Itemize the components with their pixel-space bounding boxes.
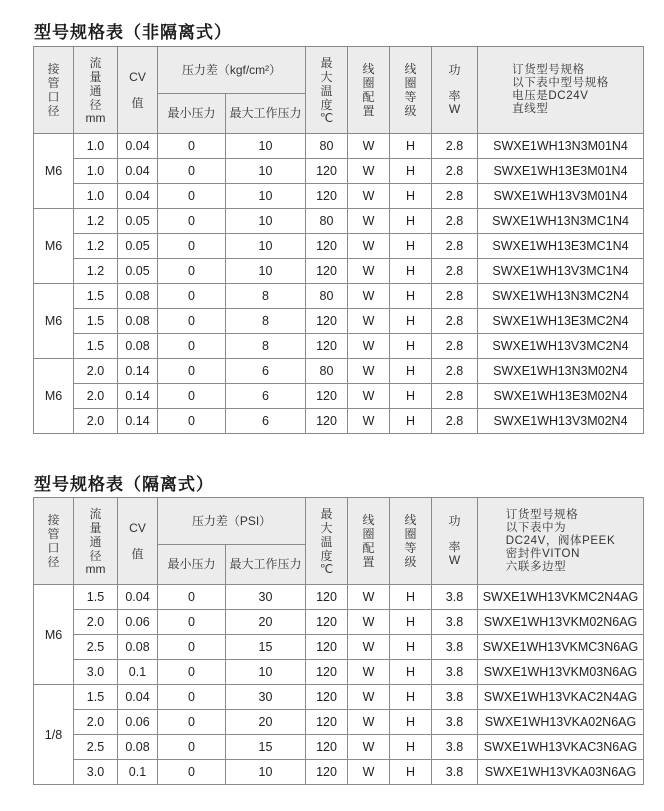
cv-cell: 0.08	[118, 635, 158, 660]
min-pressure-cell: 0	[158, 384, 226, 409]
cv-cell: 0.04	[118, 184, 158, 209]
coil-config-cell: W	[348, 635, 390, 660]
model-cell: SWXE1WH13VKAC3N6AG	[478, 735, 644, 760]
max-pressure-cell: 8	[226, 334, 306, 359]
power-cell: 3.8	[432, 660, 478, 685]
max-pressure-cell: 20	[226, 710, 306, 735]
model-cell: SWXE1WH13E3M01N4	[478, 159, 644, 184]
header-max-pressure: 最大工作压力	[226, 545, 306, 585]
model-cell: SWXE1WH13N3MC1N4	[478, 209, 644, 234]
cv-cell: 0.05	[118, 234, 158, 259]
max-pressure-cell: 20	[226, 610, 306, 635]
table-row	[34, 259, 644, 284]
table-row	[34, 134, 644, 159]
flow-cell: 2.0	[74, 384, 118, 409]
port-cell: M6	[34, 359, 74, 434]
cv-cell: 0.06	[118, 610, 158, 635]
coil-grade-cell: H	[390, 184, 432, 209]
model-cell: SWXE1WH13V3MC1N4	[478, 259, 644, 284]
power-cell: 3.8	[432, 585, 478, 610]
min-pressure-cell: 0	[158, 660, 226, 685]
flow-cell: 2.5	[74, 635, 118, 660]
max-pressure-cell: 15	[226, 635, 306, 660]
max-pressure-cell: 6	[226, 359, 306, 384]
coil-config-cell: W	[348, 585, 390, 610]
cv-cell: 0.14	[118, 359, 158, 384]
power-cell: 3.8	[432, 760, 478, 785]
header-cv: CV 值	[118, 47, 158, 134]
temp-cell: 120	[306, 309, 348, 334]
header-pressure-group: 压力差（kgf/cm²）	[158, 47, 306, 94]
coil-grade-cell: H	[390, 735, 432, 760]
coil-grade-cell: H	[390, 635, 432, 660]
coil-config-cell: W	[348, 284, 390, 309]
coil-config-cell: W	[348, 735, 390, 760]
flow-cell: 2.0	[74, 710, 118, 735]
flow-cell: 1.2	[74, 234, 118, 259]
header-order-note: 订货型号规格 以下表中型号规格 电压是DC24V 直线型	[478, 47, 644, 134]
coil-grade-cell: H	[390, 284, 432, 309]
header-power: 功 率 W	[432, 47, 478, 134]
cv-cell: 0.05	[118, 209, 158, 234]
table-row	[34, 635, 644, 660]
model-cell: SWXE1WH13VKAC2N4AG	[478, 685, 644, 710]
model-cell: SWXE1WH13VKMC2N4AG	[478, 585, 644, 610]
temp-cell: 80	[306, 359, 348, 384]
spec-table-isolated	[33, 497, 644, 785]
coil-grade-cell: H	[390, 359, 432, 384]
min-pressure-cell: 0	[158, 409, 226, 434]
coil-grade-cell: H	[390, 334, 432, 359]
table-row	[34, 384, 644, 409]
flow-cell: 1.2	[74, 209, 118, 234]
header-max-pressure: 最大工作压力	[226, 94, 306, 134]
power-cell: 2.8	[432, 234, 478, 259]
temp-cell: 120	[306, 334, 348, 359]
flow-cell: 1.2	[74, 259, 118, 284]
header-coil-grade: 线 圈 等 级	[390, 498, 432, 585]
cv-cell: 0.05	[118, 259, 158, 284]
table-row	[34, 735, 644, 760]
flow-cell: 2.0	[74, 359, 118, 384]
flow-cell: 3.0	[74, 760, 118, 785]
table-row	[34, 585, 644, 610]
port-cell: M6	[34, 134, 74, 209]
max-pressure-cell: 10	[226, 134, 306, 159]
power-cell: 2.8	[432, 259, 478, 284]
spec-table-non-isolated	[33, 46, 644, 434]
port-cell: 1/8	[34, 685, 74, 785]
port-cell: M6	[34, 585, 74, 685]
flow-cell: 1.0	[74, 134, 118, 159]
table-row	[34, 234, 644, 259]
temp-cell: 120	[306, 159, 348, 184]
max-pressure-cell: 10	[226, 209, 306, 234]
max-pressure-cell: 10	[226, 159, 306, 184]
coil-grade-cell: H	[390, 209, 432, 234]
max-pressure-cell: 6	[226, 409, 306, 434]
power-cell: 2.8	[432, 284, 478, 309]
temp-cell: 80	[306, 284, 348, 309]
table-row	[34, 359, 644, 384]
model-cell: SWXE1WH13VKM03N6AG	[478, 660, 644, 685]
temp-cell: 120	[306, 685, 348, 710]
model-cell: SWXE1WH13N3M02N4	[478, 359, 644, 384]
cv-cell: 0.08	[118, 334, 158, 359]
flow-cell: 1.0	[74, 159, 118, 184]
temp-cell: 120	[306, 384, 348, 409]
coil-config-cell: W	[348, 409, 390, 434]
power-cell: 3.8	[432, 610, 478, 635]
power-cell: 3.8	[432, 735, 478, 760]
model-cell: SWXE1WH13E3MC1N4	[478, 234, 644, 259]
header-flow: 流 量 通 径 mm	[74, 498, 118, 585]
table-row	[34, 409, 644, 434]
min-pressure-cell: 0	[158, 760, 226, 785]
max-pressure-cell: 10	[226, 660, 306, 685]
table-row	[34, 610, 644, 635]
coil-config-cell: W	[348, 259, 390, 284]
power-cell: 3.8	[432, 685, 478, 710]
table-row	[34, 660, 644, 685]
header-min-pressure: 最小压力	[158, 545, 226, 585]
temp-cell: 120	[306, 735, 348, 760]
power-cell: 2.8	[432, 409, 478, 434]
coil-config-cell: W	[348, 660, 390, 685]
header-port: 接 管 口 径	[34, 498, 74, 585]
coil-config-cell: W	[348, 159, 390, 184]
max-pressure-cell: 15	[226, 735, 306, 760]
max-pressure-cell: 10	[226, 259, 306, 284]
flow-cell: 2.0	[74, 409, 118, 434]
max-pressure-cell: 10	[226, 184, 306, 209]
max-pressure-cell: 10	[226, 760, 306, 785]
header-port: 接 管 口 径	[34, 47, 74, 134]
flow-cell: 1.5	[74, 309, 118, 334]
coil-grade-cell: H	[390, 134, 432, 159]
header-coil-grade: 线 圈 等 级	[390, 47, 432, 134]
min-pressure-cell: 0	[158, 710, 226, 735]
coil-config-cell: W	[348, 134, 390, 159]
model-cell: SWXE1WH13N3M01N4	[478, 134, 644, 159]
power-cell: 3.8	[432, 710, 478, 735]
max-pressure-cell: 8	[226, 284, 306, 309]
cv-cell: 0.08	[118, 284, 158, 309]
table-row	[34, 159, 644, 184]
power-cell: 2.8	[432, 184, 478, 209]
power-cell: 2.8	[432, 384, 478, 409]
coil-config-cell: W	[348, 234, 390, 259]
min-pressure-cell: 0	[158, 610, 226, 635]
model-cell: SWXE1WH13N3MC2N4	[478, 284, 644, 309]
header-min-pressure: 最小压力	[158, 94, 226, 134]
power-cell: 2.8	[432, 359, 478, 384]
coil-config-cell: W	[348, 710, 390, 735]
min-pressure-cell: 0	[158, 334, 226, 359]
coil-grade-cell: H	[390, 384, 432, 409]
coil-config-cell: W	[348, 760, 390, 785]
min-pressure-cell: 0	[158, 234, 226, 259]
table-row	[34, 685, 644, 710]
cv-cell: 0.06	[118, 710, 158, 735]
header-power: 功 率 W	[432, 498, 478, 585]
header-order-note: 订货型号规格 以下表中为 DC24V，阀体PEEK 密封件VITON 六联多边型	[478, 498, 644, 585]
temp-cell: 120	[306, 635, 348, 660]
coil-grade-cell: H	[390, 259, 432, 284]
header-flow: 流 量 通 径 mm	[74, 47, 118, 134]
temp-cell: 120	[306, 660, 348, 685]
max-pressure-cell: 10	[226, 234, 306, 259]
temp-cell: 120	[306, 710, 348, 735]
table-row	[34, 760, 644, 785]
model-cell: SWXE1WH13VKM02N6AG	[478, 610, 644, 635]
power-cell: 2.8	[432, 134, 478, 159]
cv-cell: 0.14	[118, 384, 158, 409]
model-cell: SWXE1WH13VKMC3N6AG	[478, 635, 644, 660]
min-pressure-cell: 0	[158, 159, 226, 184]
power-cell: 2.8	[432, 334, 478, 359]
table2-title: 型号规格表（隔离式）	[34, 475, 214, 495]
temp-cell: 120	[306, 610, 348, 635]
temp-cell: 120	[306, 184, 348, 209]
min-pressure-cell: 0	[158, 359, 226, 384]
header-pressure-group: 压力差（PSI）	[158, 498, 306, 545]
flow-cell: 1.5	[74, 585, 118, 610]
table1-title: 型号规格表（非隔离式）	[34, 23, 232, 43]
header-cv: CV 值	[118, 498, 158, 585]
header-coil-config: 线 圈 配 置	[348, 498, 390, 585]
coil-config-cell: W	[348, 184, 390, 209]
coil-config-cell: W	[348, 209, 390, 234]
min-pressure-cell: 0	[158, 635, 226, 660]
coil-config-cell: W	[348, 384, 390, 409]
max-pressure-cell: 30	[226, 585, 306, 610]
coil-config-cell: W	[348, 359, 390, 384]
temp-cell: 120	[306, 760, 348, 785]
port-cell: M6	[34, 209, 74, 284]
min-pressure-cell: 0	[158, 685, 226, 710]
power-cell: 2.8	[432, 309, 478, 334]
cv-cell: 0.04	[118, 159, 158, 184]
header-coil-config: 线 圈 配 置	[348, 47, 390, 134]
cv-cell: 0.04	[118, 134, 158, 159]
max-pressure-cell: 8	[226, 309, 306, 334]
coil-config-cell: W	[348, 610, 390, 635]
min-pressure-cell: 0	[158, 309, 226, 334]
coil-grade-cell: H	[390, 234, 432, 259]
flow-cell: 2.5	[74, 735, 118, 760]
cv-cell: 0.14	[118, 409, 158, 434]
coil-config-cell: W	[348, 334, 390, 359]
temp-cell: 120	[306, 259, 348, 284]
header-temp: 最 大 温 度 ℃	[306, 498, 348, 585]
coil-config-cell: W	[348, 309, 390, 334]
power-cell: 2.8	[432, 209, 478, 234]
min-pressure-cell: 0	[158, 134, 226, 159]
cv-cell: 0.04	[118, 685, 158, 710]
flow-cell: 1.5	[74, 284, 118, 309]
table-row	[34, 309, 644, 334]
coil-grade-cell: H	[390, 610, 432, 635]
cv-cell: 0.1	[118, 760, 158, 785]
coil-grade-cell: H	[390, 409, 432, 434]
model-cell: SWXE1WH13VKA03N6AG	[478, 760, 644, 785]
min-pressure-cell: 0	[158, 585, 226, 610]
coil-config-cell: W	[348, 685, 390, 710]
model-cell: SWXE1WH13V3M02N4	[478, 409, 644, 434]
temp-cell: 80	[306, 209, 348, 234]
flow-cell: 2.0	[74, 610, 118, 635]
flow-cell: 1.5	[74, 685, 118, 710]
cv-cell: 0.04	[118, 585, 158, 610]
table-row	[34, 334, 644, 359]
model-cell: SWXE1WH13E3MC2N4	[478, 309, 644, 334]
temp-cell: 80	[306, 134, 348, 159]
flow-cell: 3.0	[74, 660, 118, 685]
model-cell: SWXE1WH13V3MC2N4	[478, 334, 644, 359]
coil-grade-cell: H	[390, 660, 432, 685]
max-pressure-cell: 30	[226, 685, 306, 710]
flow-cell: 1.5	[74, 334, 118, 359]
max-pressure-cell: 6	[226, 384, 306, 409]
table-row	[34, 209, 644, 234]
min-pressure-cell: 0	[158, 259, 226, 284]
table-row	[34, 284, 644, 309]
coil-grade-cell: H	[390, 760, 432, 785]
temp-cell: 120	[306, 409, 348, 434]
power-cell: 3.8	[432, 635, 478, 660]
cv-cell: 0.1	[118, 660, 158, 685]
table-row	[34, 710, 644, 735]
header-temp: 最 大 温 度 ℃	[306, 47, 348, 134]
cv-cell: 0.08	[118, 309, 158, 334]
port-cell: M6	[34, 284, 74, 359]
power-cell: 2.8	[432, 159, 478, 184]
table-row	[34, 184, 644, 209]
min-pressure-cell: 0	[158, 184, 226, 209]
flow-cell: 1.0	[74, 184, 118, 209]
cv-cell: 0.08	[118, 735, 158, 760]
model-cell: SWXE1WH13VKA02N6AG	[478, 710, 644, 735]
min-pressure-cell: 0	[158, 284, 226, 309]
coil-grade-cell: H	[390, 685, 432, 710]
coil-grade-cell: H	[390, 710, 432, 735]
coil-grade-cell: H	[390, 309, 432, 334]
temp-cell: 120	[306, 234, 348, 259]
coil-grade-cell: H	[390, 585, 432, 610]
coil-grade-cell: H	[390, 159, 432, 184]
temp-cell: 120	[306, 585, 348, 610]
model-cell: SWXE1WH13V3M01N4	[478, 184, 644, 209]
min-pressure-cell: 0	[158, 735, 226, 760]
min-pressure-cell: 0	[158, 209, 226, 234]
model-cell: SWXE1WH13E3M02N4	[478, 384, 644, 409]
